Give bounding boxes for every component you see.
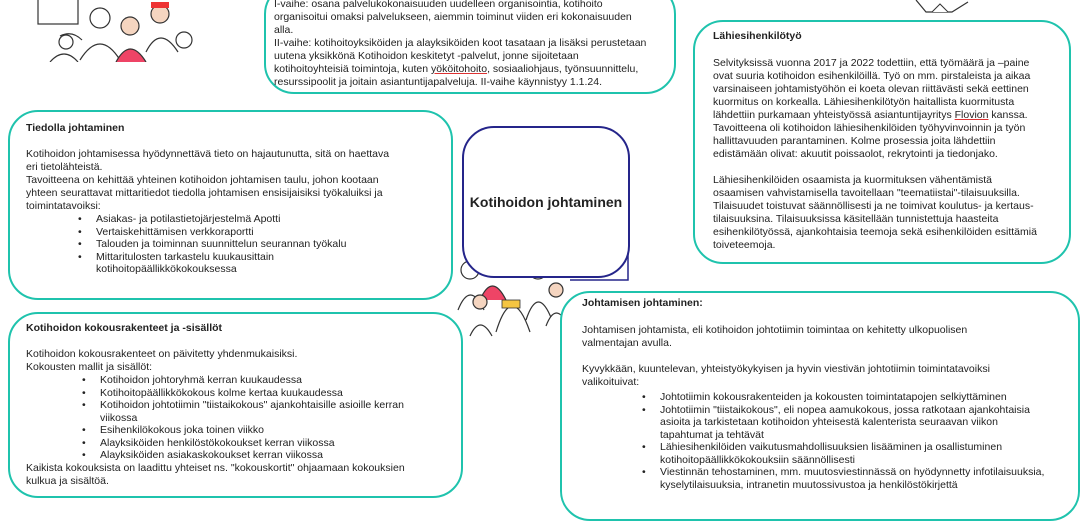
lahiesihenkilotyo-box <box>693 20 1071 264</box>
underlined-company-name: Flovion <box>954 109 989 121</box>
top-phase-box <box>264 0 676 94</box>
paragraph-line: osaamisen vahvistamisella tavoitellaan "teematiistai"-tilaisuuksilla. <box>713 187 1020 199</box>
paragraph-line: toimintatavoiksi: <box>26 200 101 212</box>
johtamisen-johtaminen-paragraph-2 <box>582 363 1062 389</box>
paragraph-line: valmentajan avulla. <box>582 337 672 349</box>
list-item: • Kotihoidon johtotiimin "tiistaikokous" ajankohtaisille asioille kerran <box>100 399 445 412</box>
paragraph-line: Lähiesihenkilöiden osaamista ja kuormituksen vähentämistä <box>713 174 992 186</box>
list-item-continuation: asioita ja tarkistetaan kotihoidon yhteisestä kalenterista seuraavan viikon <box>660 416 998 428</box>
johtamisen-johtaminen-title: Johtamisen johtaminen: <box>582 297 703 309</box>
top-box-line: alla. <box>274 24 294 36</box>
paragraph-line: kulkua ja sisältöä. <box>26 474 109 487</box>
kokousrakenteet-box <box>8 312 463 498</box>
list-item: • Mittaritulosten tarkastelu kuukausittain <box>96 251 435 264</box>
kokousrakenteet-intro <box>26 348 445 374</box>
list-item: • Kotihoitopäällikkökokous kolme kertaa kuukaudessa <box>100 387 445 400</box>
top-box-text <box>274 0 662 89</box>
top-box-line: II-vaihe: kotihoitoyksiköiden ja alayksiköiden koot tasataan ja lisäksi perustetaan <box>274 37 647 49</box>
paragraph-line: hallittavuuden parantaminen. Kolme prosessia joita lähdettiin <box>713 135 996 147</box>
illustration-top-left <box>20 0 200 62</box>
paragraph-line-part: lähdettiin purkamaan yhteistyössä asiantuntijayritys <box>713 109 955 121</box>
paragraph-line: kuormitus on korkealla. Lähiesihenkilötyön haitallista kuormitusta <box>713 96 1015 108</box>
paragraph-line: Tavoitteena oli kotihoidon lähiesihenkilöiden työhyvinvoinnin ja työn <box>713 122 1026 134</box>
list-item-continuation: tapahtumat ja tehtävät <box>660 428 764 441</box>
paragraph-line: Kaikista kokouksista on laadittu yhteiset ns. "kokouskortit" ohjaamaan kokouksien <box>26 461 405 474</box>
paragraph-line: Kokousten mallit ja sisällöt: <box>26 361 153 373</box>
kokousrakenteet-outro <box>26 462 445 488</box>
list-item: • Asiakas- ja potilastietojärjestelmä Apotti <box>96 213 435 226</box>
lahiesihenkilotyo-paragraph-2 <box>713 174 1053 252</box>
johtamisen-johtaminen-list <box>660 391 1062 491</box>
list-item: • Alayksiköiden henkilöstökokoukset kerran viikossa <box>100 437 445 450</box>
top-box-line: uutena yksikkönä Kotihoidon keskitetyt -palvelut, jonne sijoitetaan <box>274 50 579 62</box>
johtamisen-johtaminen-box <box>560 291 1080 521</box>
list-item: • Lähiesihenkilöiden vaikutusmahdollisuuksien lisääminen ja osallistuminen <box>660 441 1062 454</box>
tiedolla-johtaminen-box <box>8 110 453 300</box>
paragraph-line: Tilaisuudet toistuvat säännöllisesti ja ne toimivat koulutus- ja kertaus- <box>713 200 1034 212</box>
paragraph-line: edistämään olivat: akuutit poissaolot, rekrytointi ja tiedonjako. <box>713 148 998 160</box>
tiedolla-johtaminen-list <box>96 213 435 276</box>
top-box-line-part: , sosiaaliohjaus, työnsuunnittelu, <box>487 63 639 75</box>
top-box-line: resurssipoolit ja joitain asiantuntijapalveluja. II-vaihe käynnistyy 1.1.24. <box>274 76 603 88</box>
list-item: • Viestinnän tehostaminen, mm. muutosviestinnässä on hyödynnetty infotilaisuuksia, <box>660 466 1062 479</box>
list-item: • Talouden ja toiminnan suunnittelun seurannan työkalu <box>96 238 435 251</box>
paragraph-line: esihenkilötyössä, ajankohtaisia teemoja sekä esihenkilöiden esittämiä <box>713 226 1037 238</box>
paragraph-line: Kyvykkään, kuuntelevan, yhteistyökykyisen ja hyvin viestivän johtotiimin toimintatavoiksi <box>582 363 990 375</box>
list-item-continuation: kyselytilaisuuksia, intranetin muutossivustoa ja henkilöstökirjettä <box>660 478 958 491</box>
top-box-line-part: kotihoitoyhteisiä toimintoja, kuten <box>274 63 432 75</box>
top-box-line: I-vaihe: osana palvelukokonaisuuden uudelleen organisointia, kotihoito <box>274 0 603 10</box>
johtamisen-johtaminen-paragraph-1 <box>582 324 1062 350</box>
list-item-continuation: kotihoitopäällikkökokouksessa <box>96 263 237 275</box>
list-item: • Esihenkilökokous joka toinen viikko <box>100 424 445 437</box>
tiedolla-johtaminen-paragraph <box>26 148 435 213</box>
kokousrakenteet-title: Kotihoidon kokousrakenteet ja -sisällöt <box>26 322 223 334</box>
paragraph-line: toiveteemoja. <box>713 239 776 251</box>
lahiesihenkilotyo-title: Lähiesihenkilötyö <box>713 30 802 42</box>
list-item: • Vertaiskehittämisen verkkoraportti <box>96 226 435 239</box>
list-item-continuation: kotihoitopäällikkökokouksiin säännöllisesti <box>660 453 855 466</box>
lahiesihenkilotyo-paragraph-1 <box>713 57 1053 161</box>
list-item: • Alayksiköiden asiakaskokoukset kerran viikossa <box>100 449 445 462</box>
paragraph-line <box>713 109 1053 122</box>
top-box-line: organisoitui omaksi palvelukseen, aiemmin toiminut viiden eri kokonaisuuden <box>274 11 632 23</box>
top-box-line <box>274 63 662 76</box>
paragraph-line: yhteen seurattavat mittaritiedot tiedolla johtamisen ensisijaisiksi työkaluiksi ja <box>26 187 383 199</box>
paragraph-line: Johtamisen johtamista, eli kotihoidon johtotiimin toimintaa on kehitetty ulkopuolisen <box>582 324 968 336</box>
paragraph-line: eri tietolähteistä. <box>26 161 103 173</box>
top-box-underlined-word: yököitohoito <box>431 63 488 75</box>
list-item: • Johtotiimin kokousrakenteiden ja kokousten toimintatapojen selkiyttäminen <box>660 391 1062 404</box>
center-title: Kotihoidon johtaminen <box>469 194 623 210</box>
paragraph-line: valikoituivat: <box>582 376 640 388</box>
paragraph-line: varsinaiseen johtamistyöhön ei koeta olevan riittävästi sekä eettinen <box>713 83 1029 95</box>
paragraph-line: Kotihoidon johtamisessa hyödynnettävä tieto on hajautunutta, sitä on haettava <box>26 148 390 160</box>
illustration-top-right <box>912 0 972 18</box>
paragraph-line: tilaisuuksina. Tilaisuuksissa käsitellään tunnistettuja haasteita <box>713 213 999 225</box>
kokousrakenteet-list <box>100 374 445 462</box>
paragraph-line: Kotihoidon kokousrakenteet on päivitetty yhdenmukaisiksi. <box>26 348 298 360</box>
list-item: • Johtotiimin "tiistaikokous", eli nopea aamukokous, jossa ratkotaan ajankohtaisia <box>660 404 1062 417</box>
paragraph-line: ovat suuria kotihoidon esihenkilöillä. Työ on mm. pirstaleista ja aikaa <box>713 70 1031 82</box>
paragraph-line: Tavoitteena on kehittää yhteinen kotihoidon johtamisen taulu, johon kootaan <box>26 174 379 186</box>
list-item-continuation: viikossa <box>100 411 138 424</box>
tiedolla-johtaminen-title: Tiedolla johtaminen <box>26 122 125 134</box>
paragraph-line: Selvityksissä vuonna 2017 ja 2022 todettiin, että työmäärä ja –paine <box>713 57 1030 69</box>
list-item: • Kotihoidon johtoryhmä kerran kuukaudessa <box>100 374 445 387</box>
paragraph-line-part: kanssa. <box>988 109 1028 121</box>
center-title-box <box>462 126 630 278</box>
